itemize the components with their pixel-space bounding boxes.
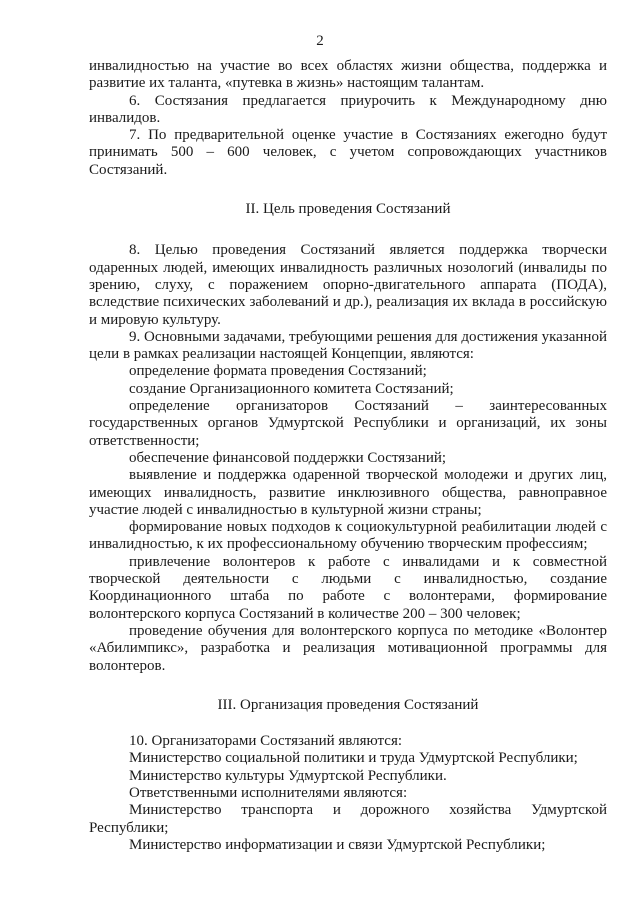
- organizer-item: Министерство культуры Удмуртской Республики.: [129, 767, 447, 784]
- document-body: [89, 58, 607, 854]
- task-item: привлечение волонтеров к работе с инвалидами и к совместной творческой деятельности с людьми с инвалидностью, создание Координационного штаба по работе с волонтерами, формирование волонтерского корпуса Состязаний в количестве 200 – 300 человек;: [89, 553, 607, 622]
- executors-intro: Ответственными исполнителями являются:: [129, 784, 408, 801]
- task-item: определение формата проведения Состязаний;: [129, 363, 427, 380]
- paragraph-7: 7. По предварительной оценке участие в Состязаниях ежегодно будут принимать 500 – 600 человек, с учетом сопровождающих участников Состязаний.: [89, 127, 607, 178]
- organizer-item: Министерство социальной политики и труда Удмуртской Республики;: [129, 750, 578, 767]
- page-number: 2: [316, 33, 324, 49]
- executor-item: Министерство информатизации и связи Удмуртской Республики;: [129, 836, 546, 853]
- task-item: формирование новых подходов к социокультурной реабилитации людей с инвалидностью, к их профессиональному обучению творческим профессиям;: [89, 519, 607, 553]
- task-item: обеспечение финансовой поддержки Состязаний;: [129, 449, 447, 466]
- paragraph-continuation: инвалидностью на участие во всех областях жизни общества, поддержка и развитие их таланта, «путевка в жизнь» настоящим талантам.: [89, 58, 607, 92]
- executor-item: Министерство транспорта и дорожного хозяйства Удмуртской Республики;: [89, 802, 607, 836]
- paragraph-9: 9. Основными задачами, требующими решения для достижения указанной цели в рамках реализации настоящей Концепции, являются:: [89, 328, 607, 363]
- section-heading-3: III. Организация проведения Состязаний: [217, 696, 479, 713]
- task-item: проведение обучения для волонтерского корпуса по методике «Волонтер «Абилимпикс», разработка и реализация мотивационной программы для волонтеров.: [89, 622, 607, 674]
- task-item: создание Организационного комитета Состязаний;: [129, 380, 454, 397]
- paragraph-6: 6. Состязания предлагается приурочить к Международному дню инвалидов.: [89, 92, 607, 126]
- paragraph-8: 8. Целью проведения Состязаний является поддержка творчески одаренных людей, имеющих инвалидность различных нозологий (инвалиды по зрению, слуху, с поражением опорно-двигательного аппарата (ПОДА), вследствие психических заболеваний и др.), реализация их вклада в российскую и мировую культуру.: [89, 242, 607, 328]
- task-item: определение организаторов Состязаний – заинтересованных государственных органов Удмуртской Республики и организаций, их зоны ответственности;: [89, 398, 607, 449]
- paragraph-10: 10. Организаторами Состязаний являются:: [129, 733, 403, 750]
- section-heading-2: II. Цель проведения Состязаний: [245, 201, 451, 218]
- task-item: выявление и поддержка одаренной творческой молодежи и других лиц, имеющих инвалидность, развитие инклюзивного общества, равноправное участие людей с инвалидностью в культурной жизни страны;: [89, 467, 607, 518]
